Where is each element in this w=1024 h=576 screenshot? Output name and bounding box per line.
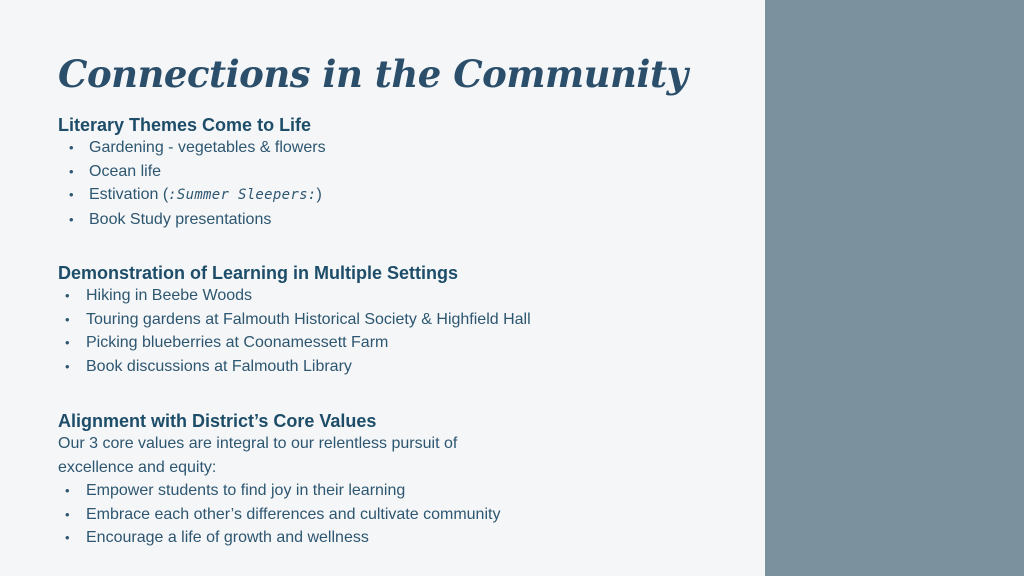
- bullet-icon: •: [65, 288, 70, 303]
- list-item: [58, 308, 748, 332]
- bullet-icon: •: [65, 483, 70, 498]
- bullet-icon: •: [65, 311, 70, 327]
- list-item-text: Book Study presentations: [89, 210, 272, 228]
- list-item-text: Book discussions at Falmouth Library: [86, 357, 352, 375]
- list-item-text: Picking blueberries at Coonamessett Farm: [86, 334, 389, 351]
- bullet-icon: •: [65, 530, 70, 545]
- bullet-icon: •: [65, 335, 70, 350]
- list-item: [58, 355, 748, 379]
- list-item: [58, 331, 748, 355]
- bullet-list: [58, 136, 748, 231]
- list-item-italic-text: :Summer Sleepers:: [168, 187, 317, 203]
- paragraph-line: excellence and equity:: [58, 458, 217, 476]
- list-item: [58, 183, 748, 208]
- list-item-text: Touring gardens at Falmouth Historical Society & Highfield Hall: [86, 310, 531, 328]
- list-item: [58, 503, 748, 527]
- list-item: [58, 160, 748, 184]
- list-item: [58, 284, 748, 308]
- bullet-list: [58, 284, 748, 378]
- bullet-icon: •: [69, 163, 74, 179]
- bullet-icon: •: [65, 506, 70, 522]
- bullet-list: [58, 479, 748, 550]
- section-literary-themes: [58, 114, 748, 231]
- section-heading: Alignment with District’s Core Values: [58, 411, 377, 431]
- list-item-text: Embrace each other’s differences and cultivate community: [86, 505, 501, 523]
- list-item-text: Gardening - vegetables & flowers: [89, 139, 326, 156]
- bullet-icon: •: [69, 211, 74, 227]
- section-core-values: [58, 410, 748, 550]
- paragraph-line: Our 3 core values are integral to our relentless pursuit of: [58, 435, 458, 452]
- list-item: [58, 479, 748, 503]
- list-item: [58, 208, 748, 232]
- section-paragraph: [58, 432, 748, 479]
- bullet-icon: •: [69, 140, 74, 155]
- list-item-text-suffix: ): [316, 186, 322, 203]
- section-heading: Demonstration of Learning in Multiple Settings: [58, 263, 459, 283]
- section-heading: Literary Themes Come to Life: [58, 115, 312, 135]
- bullet-icon: •: [69, 187, 74, 202]
- list-item-text: Empower students to find joy in their learning: [86, 482, 406, 499]
- list-item-text: Hiking in Beebe Woods: [86, 287, 253, 304]
- section-demonstration-of-learning: [58, 262, 748, 378]
- slide-title: Connections in the Community: [58, 52, 688, 96]
- list-item: [58, 526, 748, 550]
- side-panel: [765, 0, 1024, 576]
- list-item: [58, 136, 748, 160]
- bullet-icon: •: [65, 358, 70, 374]
- list-item-text: Ocean life: [89, 162, 162, 180]
- list-item-text: Estivation (: [89, 186, 169, 203]
- list-item-text: Encourage a life of growth and wellness: [86, 529, 369, 546]
